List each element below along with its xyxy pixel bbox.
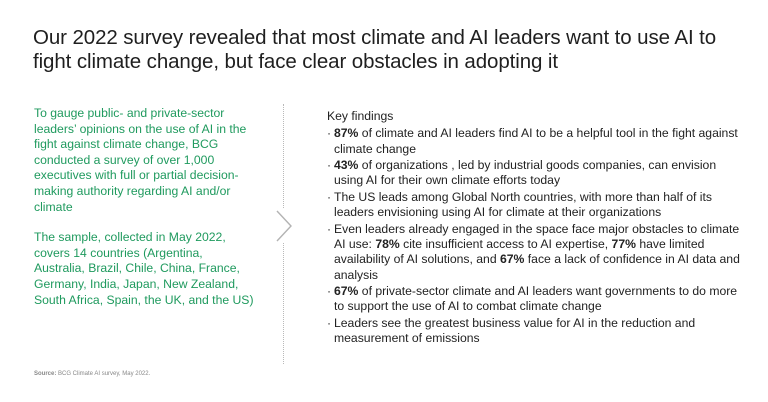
finding-stat: 67%	[499, 252, 525, 267]
finding-item	[327, 316, 747, 347]
finding-text: face a lack of confidence in AI data and analysis	[334, 252, 740, 282]
slide-title	[33, 26, 733, 74]
finding-item	[327, 158, 747, 189]
finding-stat: 67%	[334, 284, 359, 299]
finding-item	[327, 190, 747, 221]
finding-stat: 77%	[611, 236, 636, 251]
finding-item	[327, 222, 747, 283]
survey-description	[34, 106, 256, 308]
source-label: Source:	[34, 371, 57, 377]
finding-item	[327, 284, 747, 315]
finding-stat: 43%	[334, 158, 359, 173]
survey-method-paragraph: To gauge public- and private-sector leaders’ opinions on the use of AI in the fight against climate change, BCG conducted a survey of over 1,000 executives with full or partial decision-making authority regarding AI and/or climate	[34, 106, 247, 214]
chevron-right-icon	[274, 209, 294, 243]
slide-title-line-2: fight climate change, but face clear obstacles in adopting it	[33, 50, 558, 73]
finding-text: Even leaders already engaged in the space face major obstacles to climate AI use:	[334, 221, 740, 251]
finding-text: have limited availability of AI solutions, and	[334, 236, 705, 267]
source-note	[34, 371, 150, 377]
finding-text: Leaders see the greatest business value for AI in the reduction and measurement of emissions	[334, 315, 696, 346]
finding-text: The US leads among Global North countries, with more than half of its leaders envisioning using AI for climate at their organizations	[334, 189, 712, 220]
key-findings-list	[327, 126, 747, 346]
slide-title-line-1: Our 2022 survey revealed that most climate and AI leaders want to use AI to	[33, 26, 717, 49]
key-findings-title: Key findings	[327, 109, 394, 123]
source-text: BCG Climate AI survey, May 2022.	[56, 371, 151, 377]
survey-sample-paragraph: The sample, collected in May 2022, covers 14 countries (Argentina, Australia, Brazil, Chile, China, France, Germany, India, Japan, New Zealand, South Africa, Spain, the UK, and the US)	[34, 230, 254, 307]
finding-text: cite insufficient access to AI expertise,	[399, 236, 612, 251]
finding-stat: 78%	[375, 236, 400, 251]
finding-text: of climate and AI leaders find AI to be a helpful tool in the fight against climate change	[334, 126, 738, 156]
finding-stat: 87%	[334, 126, 359, 141]
key-findings	[327, 109, 747, 348]
finding-item	[327, 126, 747, 157]
finding-text: of organizations , led by industrial goods companies, can envision using AI for their own climate efforts today	[334, 158, 717, 188]
finding-text: of private-sector climate and AI leaders want governments to do more to support the use of AI to combat climate change	[334, 284, 738, 314]
